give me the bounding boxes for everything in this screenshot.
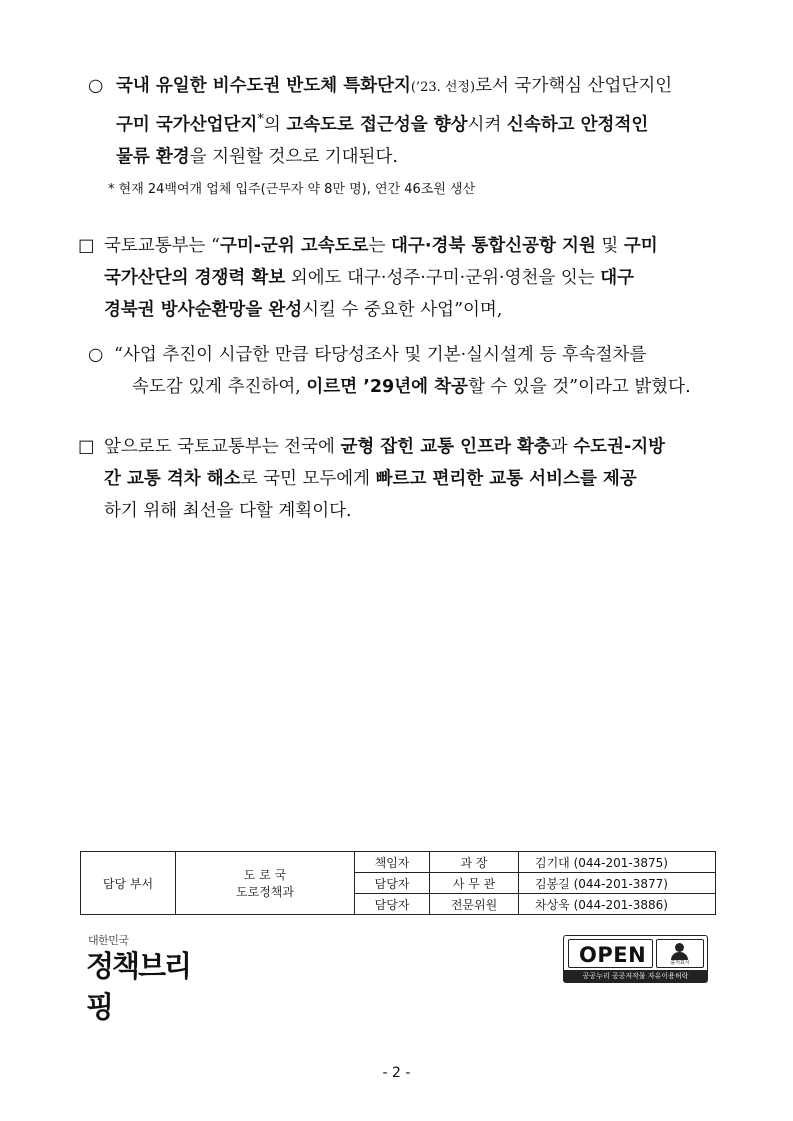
square-bullet: □: [78, 236, 95, 256]
paragraph-future-plan: [78, 431, 728, 527]
p4-line-1: 앞으로도 국토교통부는 전국에 균형 잡힌 교통 인프라 확충과 수도권-지방: [104, 437, 666, 457]
dept-label-cell: 담당 부서: [81, 852, 176, 915]
position-cell: 전문위원: [430, 894, 519, 915]
square-bullet: □: [78, 437, 95, 457]
role-cell: 담당자: [355, 873, 430, 894]
paragraph-semiconductor-cluster: [88, 70, 728, 173]
p2-line-1: 국토교통부는 “구미-군위 고속도로는 대구·경북 통합신공항 지원 및 구미: [104, 236, 658, 256]
name-cell: 김봉길 (044-201-3877): [519, 873, 716, 894]
circle-bullet: ○: [88, 345, 104, 365]
position-cell: 과 장: [430, 852, 519, 873]
attribution-badge: [656, 939, 704, 968]
paragraph-ministry-statement: [78, 230, 728, 326]
p2-line-3: 경북권 방사순환망을 완성시킬 수 중요한 사업”이며,: [104, 300, 503, 320]
dept-bureau: 도 로 국: [243, 868, 287, 882]
open-box: [568, 939, 653, 968]
p1-line-2: 구미 국가산업단지*의 고속도로 접근성을 향상시켜 신속하고 안정적인: [116, 112, 649, 135]
circle-bullet: ○: [88, 76, 104, 96]
p2-line-2: 국가산단의 경쟁력 확보 외에도 대구·성주·구미·군위·영천을 잇는 대구: [104, 268, 635, 288]
role-cell: 책임자: [355, 852, 430, 873]
footnote: * 현재 24백여개 업체 입주(근무자 약 8만 명), 연간 46조원 생산: [108, 182, 476, 197]
dept-name-cell: [176, 852, 355, 915]
attribution-label: 출처표시: [670, 960, 690, 966]
license-bar: 공공누리 공공저작물 자유이용허락: [564, 970, 707, 982]
person-icon: [675, 943, 684, 952]
contact-table: [80, 851, 716, 915]
role-cell: 담당자: [355, 894, 430, 915]
paragraph-schedule: [88, 339, 728, 403]
name-cell: 차상욱 (044-201-3886): [519, 894, 716, 915]
logo-small-text: 대한민국: [88, 934, 129, 947]
page-number: - 2 -: [382, 1065, 411, 1081]
policy-briefing-logo: [86, 932, 216, 1024]
table-row: [81, 852, 716, 873]
p1-line-1: 국내 유일한 비수도권 반도체 특화단지(’23. 선정)로서 국가핵심 산업단지인: [116, 76, 673, 96]
p3-line-2: 속도감 있게 추진하여, 이르면 ’29년에 착공할 수 있을 것”이라고 밝혔다.: [132, 377, 691, 397]
name-cell: 김기대 (044-201-3875): [519, 852, 716, 873]
p1-line-3: 물류 환경을 지원할 것으로 기대된다.: [116, 146, 398, 167]
open-text: OPEN: [579, 943, 647, 967]
position-cell: 사 무 관: [430, 873, 519, 894]
dept-division: 도로정책과: [236, 885, 294, 899]
p4-line-3: 하기 위해 최선을 다할 계획이다.: [104, 501, 352, 521]
kogl-open-license-logo: [563, 935, 708, 983]
p3-line-1: “사업 추진이 시급한 만큼 타당성조사 및 기본·실시설계 등 후속절차를: [114, 345, 647, 365]
p4-line-2: 간 교통 격차 해소로 국민 모두에게 빠르고 편리한 교통 서비스를 제공: [104, 469, 637, 489]
logo-big-text: 정책브리핑: [86, 949, 191, 1024]
